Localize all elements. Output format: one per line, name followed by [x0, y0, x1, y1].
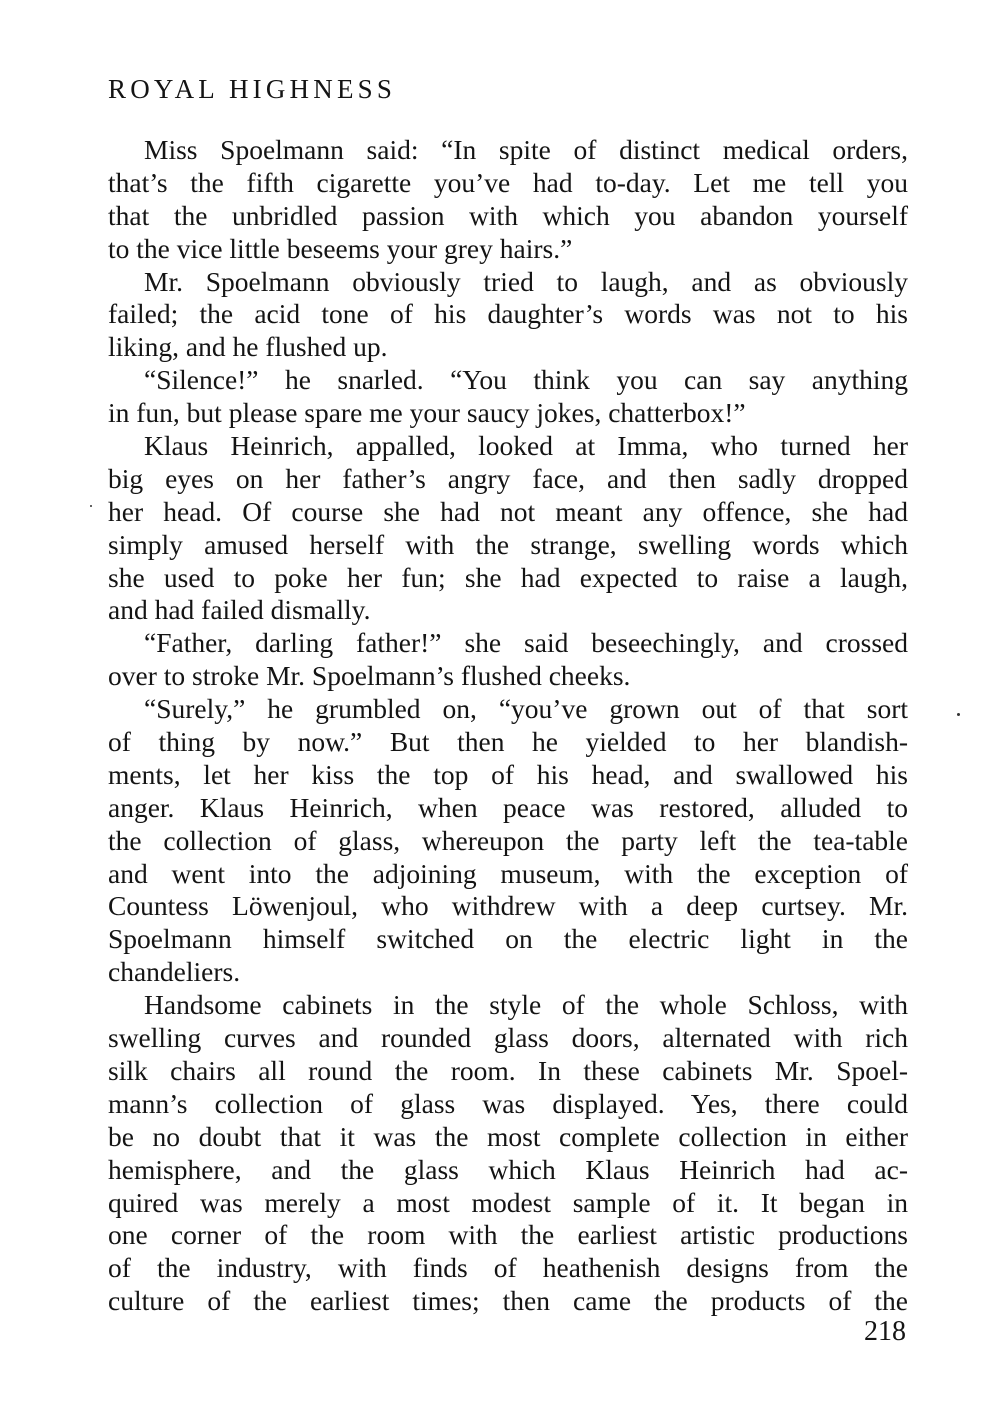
text-line: simply amused herself with the strange, swelling words which — [108, 528, 908, 560]
text-line: hemisphere, and the glass which Klaus Heinrich had ac- — [108, 1153, 908, 1185]
text-line: that the unbridled passion with which you abandon yourself — [108, 199, 908, 231]
text-line: failed; the acid tone of his daughter’s words was not to his — [108, 298, 908, 330]
text-line: in fun, but please spare me your saucy jokes, chatterbox!” — [108, 397, 746, 429]
text-line: one corner of the room with the earliest artistic productions — [108, 1219, 908, 1251]
text-line: and had failed dismally. — [108, 594, 371, 626]
running-head: ROYAL HIGHNESS — [108, 74, 397, 104]
text-line: Spoelmann himself switched on the electric light in the — [108, 923, 908, 955]
text-line: silk chairs all round the room. In these cabinets Mr. Spoel- — [108, 1054, 908, 1086]
text-line: the collection of glass, whereupon the party left the tea-table — [108, 824, 908, 856]
text-line: Countess Löwenjoul, who withdrew with a deep curtsey. Mr. — [108, 890, 908, 922]
text-line: be no doubt that it was the most complete collection in either — [108, 1120, 908, 1152]
text-line: big eyes on her father’s angry face, and then sadly dropped — [108, 462, 908, 494]
text-line: liking, and he flushed up. — [108, 331, 388, 363]
text-line: chandeliers. — [108, 956, 241, 988]
text-line: “Surely,” he grumbled on, “you’ve grown out of that sort — [144, 693, 908, 725]
text-line: over to stroke Mr. Spoelmann’s flushed cheeks. — [108, 660, 631, 692]
scan-speck — [90, 505, 92, 507]
text-line: culture of the earliest times; then came the products of the — [108, 1285, 908, 1317]
text-line: to the vice little beseems your grey hairs.” — [108, 232, 573, 264]
scan-speck — [957, 713, 960, 716]
text-line: of thing by now.” But then he yielded to her blandish- — [108, 726, 908, 758]
text-line: of the industry, with finds of heathenish designs from the — [108, 1252, 908, 1284]
text-line: she used to poke her fun; she had expected to raise a laugh, — [108, 561, 908, 593]
text-line: anger. Klaus Heinrich, when peace was restored, alluded to — [108, 791, 908, 823]
text-line: “Father, darling father!” she said beseechingly, and crossed — [144, 627, 908, 659]
page-number: 218 — [864, 1316, 906, 1347]
text-line: swelling curves and rounded glass doors, alternated with rich — [108, 1022, 908, 1054]
text-line: quired was merely a most modest sample of it. It began in — [108, 1186, 908, 1218]
text-line: ments, let her kiss the top of his head, and swallowed his — [108, 758, 908, 790]
text-line: Miss Spoelmann said: “In spite of distinct medical orders, — [144, 134, 908, 165]
text-line: her head. Of course she had not meant any offence, she had — [108, 495, 908, 527]
body-text — [108, 136, 908, 1320]
text-line: and went into the adjoining museum, with the exception of — [108, 857, 908, 889]
text-line: Handsome cabinets in the style of the whole Schloss, with — [144, 989, 908, 1021]
text-line: “Silence!” he snarled. “You think you can say anything — [144, 364, 908, 396]
text-line: mann’s collection of glass was displayed. Yes, there could — [108, 1087, 908, 1119]
text-line: that’s the fifth cigarette you’ve had to-day. Let me tell you — [108, 166, 908, 198]
text-line: Klaus Heinrich, appalled, looked at Imma, who turned her — [144, 430, 908, 462]
text-line: Mr. Spoelmann obviously tried to laugh, and as obviously — [144, 265, 908, 297]
